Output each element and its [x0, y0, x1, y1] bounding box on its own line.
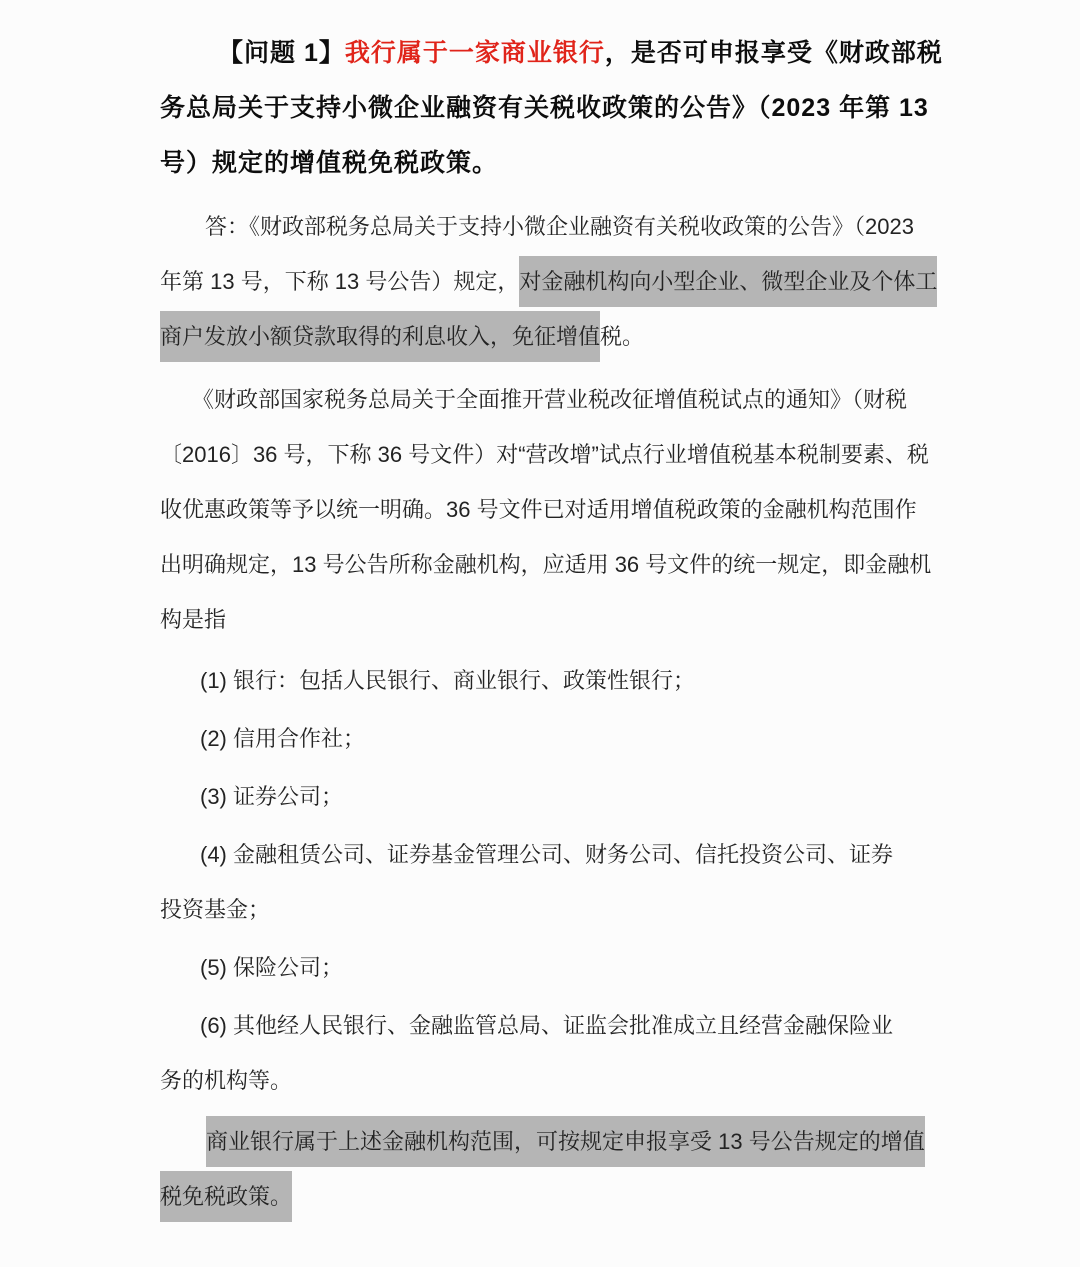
text-run: 出明确规定，13 号公告所称金融机构，应适用 36 号文件的统一规定，即金融机	[160, 552, 932, 577]
financial-institution-list-line	[160, 1053, 940, 1108]
policy-explanation-line	[160, 482, 940, 537]
answer-intro-line	[160, 309, 940, 364]
question-title-line	[160, 26, 943, 81]
conclusion-line	[160, 1114, 940, 1169]
text-run: (6) 其他经人民银行、金融监管总局、证监会批准成立且经营金融保险业	[200, 1013, 894, 1038]
conclusion-line	[160, 1169, 940, 1224]
text-run: 收优惠政策等予以统一明确。36 号文件已对适用增值税政策的金融机构范围作	[160, 497, 917, 522]
title-text-run: ，是否可申报享受《财政部税	[604, 39, 943, 67]
text-run: 〔2016〕36 号，下称 36 号文件）对“营改增”试点行业增值税基本税制要素、税	[160, 442, 929, 467]
emphasis-red-text: 我行属于一家商业银行	[344, 39, 605, 67]
text-run: 构是指	[160, 607, 227, 632]
financial-institution-list-line	[160, 940, 940, 995]
question-title-line	[160, 81, 940, 136]
text-run: (4) 金融租赁公司、证券基金管理公司、财务公司、信托投资公司、证券	[200, 842, 894, 867]
text-run: 投资基金；	[160, 897, 271, 922]
text-run: (3) 证券公司；	[200, 784, 344, 809]
text-run: 务的机构等。	[160, 1068, 293, 1093]
text-run: (2) 信用合作社；	[200, 726, 366, 751]
question-title-line	[160, 136, 940, 191]
financial-institution-list-line	[160, 827, 940, 882]
highlighted-text: 税免税政策。	[160, 1171, 292, 1222]
text-run: 《财政部国家税务总局关于全面推开营业税改征增值税试点的通知》（财税	[192, 387, 908, 412]
policy-explanation-line	[160, 592, 940, 647]
title-text-run: 务总局关于支持小微企业融资有关税收政策的公告》（2023 年第 13	[160, 94, 929, 122]
highlighted-text: 商业银行属于上述金融机构范围，可按规定申报享受 13 号公告规定的增值	[206, 1116, 925, 1167]
policy-explanation-line	[160, 372, 940, 427]
policy-explanation-line	[160, 537, 940, 592]
answer-intro-line	[160, 199, 940, 254]
financial-institution-list-line	[160, 882, 940, 937]
text-run: 税。	[600, 324, 645, 349]
text-run: (1) 银行：包括人民银行、商业银行、政策性银行；	[200, 668, 696, 693]
financial-institution-list-line	[160, 769, 940, 824]
financial-institution-list-line	[160, 998, 940, 1053]
title-text-run: 【问题 1】	[218, 39, 345, 67]
financial-institution-list-line	[160, 653, 940, 708]
highlighted-text: 商户发放小额贷款取得的利息收入，免征增值	[160, 311, 600, 362]
highlighted-text: 对金融机构向小型企业、微型企业及个体工	[519, 256, 937, 307]
text-run: (5) 保险公司；	[200, 955, 344, 980]
text-run: 答：《财政部税务总局关于支持小微企业融资有关税收政策的公告》（2023	[205, 214, 914, 239]
text-run: 年第 13 号，下称 13 号公告）规定，	[160, 269, 520, 294]
title-text-run: 号）规定的增值税免税政策。	[160, 149, 499, 177]
financial-institution-list-line	[160, 711, 940, 766]
policy-explanation-line	[160, 427, 940, 482]
answer-intro-line	[160, 254, 940, 309]
